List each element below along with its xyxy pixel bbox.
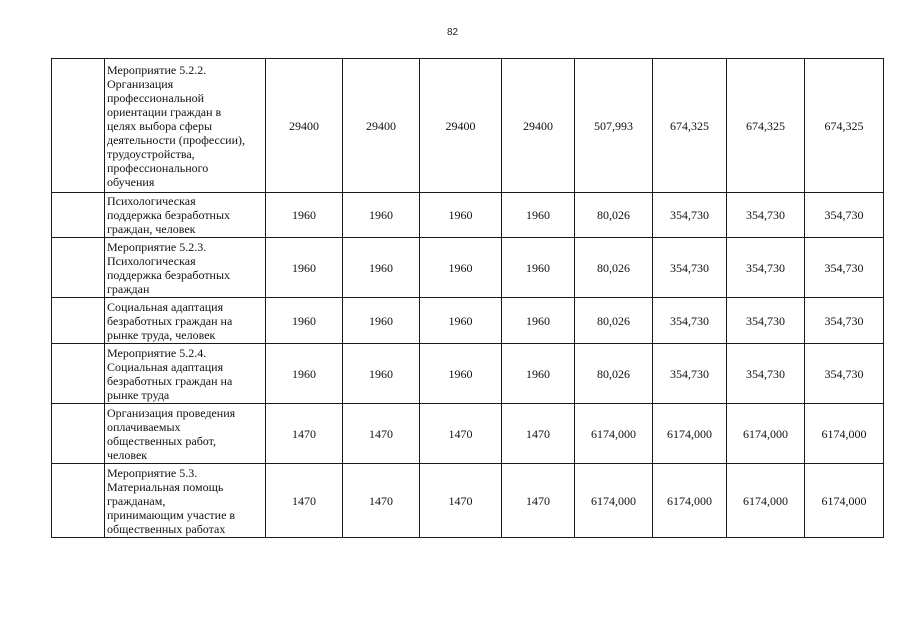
value-cell: 1960 xyxy=(420,344,502,404)
row-index-cell xyxy=(52,464,105,538)
row-label-line: деятельности (профессии), xyxy=(107,132,246,147)
value-cell: 1470 xyxy=(343,464,420,538)
row-label-cell xyxy=(105,59,266,193)
row-label-line: профессионального xyxy=(107,160,209,175)
value-cell: 1960 xyxy=(420,238,502,298)
row-label-line: целях выбора сферы xyxy=(107,118,213,133)
value-cell: 29400 xyxy=(266,59,343,193)
row-index-cell xyxy=(52,404,105,464)
value-cell: 80,026 xyxy=(575,344,653,404)
value-cell: 6174,000 xyxy=(653,464,727,538)
table-row xyxy=(52,464,884,538)
row-label-line: обучения xyxy=(107,174,155,189)
value-cell: 6174,000 xyxy=(805,404,884,464)
row-label-line: граждан xyxy=(107,281,150,296)
table-row xyxy=(52,238,884,298)
row-index-cell xyxy=(52,238,105,298)
value-cell: 1960 xyxy=(343,344,420,404)
value-cell: 1960 xyxy=(502,193,575,238)
row-label-line: безработных граждан на xyxy=(107,373,233,388)
value-cell: 1960 xyxy=(343,298,420,344)
value-cell: 6174,000 xyxy=(575,464,653,538)
value-cell: 1470 xyxy=(502,404,575,464)
value-cell: 1960 xyxy=(502,298,575,344)
value-cell: 29400 xyxy=(502,59,575,193)
value-cell: 1960 xyxy=(266,238,343,298)
value-cell: 1470 xyxy=(420,464,502,538)
value-cell: 354,730 xyxy=(805,298,884,344)
value-cell: 6174,000 xyxy=(805,464,884,538)
table-row xyxy=(52,404,884,464)
table-row xyxy=(52,344,884,404)
row-label-line: человек xyxy=(107,447,148,462)
table-row xyxy=(52,193,884,238)
row-label-line: Организация проведения xyxy=(107,405,236,420)
row-label-line: Психологическая xyxy=(107,253,196,268)
row-label-line: Социальная адаптация xyxy=(107,359,224,374)
row-label-line: Психологическая xyxy=(107,194,196,208)
value-cell: 1960 xyxy=(343,238,420,298)
value-cell: 1470 xyxy=(266,404,343,464)
value-cell: 507,993 xyxy=(575,59,653,193)
row-index-cell xyxy=(52,59,105,193)
value-cell: 354,730 xyxy=(653,193,727,238)
value-cell: 1960 xyxy=(420,298,502,344)
row-label-cell xyxy=(105,238,266,298)
value-cell: 6174,000 xyxy=(575,404,653,464)
value-cell: 354,730 xyxy=(653,238,727,298)
value-cell: 354,730 xyxy=(727,298,805,344)
row-label-cell xyxy=(105,404,266,464)
value-cell: 1960 xyxy=(502,344,575,404)
value-cell: 1470 xyxy=(266,464,343,538)
value-cell: 6174,000 xyxy=(653,404,727,464)
value-cell: 1470 xyxy=(343,404,420,464)
value-cell: 1960 xyxy=(266,344,343,404)
row-label-line: общественных работах xyxy=(107,521,226,536)
value-cell: 1960 xyxy=(502,238,575,298)
row-label-line: граждан, человек xyxy=(107,222,196,236)
value-cell: 354,730 xyxy=(727,344,805,404)
row-label-line: ориентации граждан в xyxy=(107,104,222,119)
value-cell: 674,325 xyxy=(805,59,884,193)
row-label-line: профессиональной xyxy=(107,90,205,105)
table-row xyxy=(52,59,884,193)
row-label-line: Материальная помощь xyxy=(107,479,224,494)
value-cell: 1960 xyxy=(420,193,502,238)
row-label-line: гражданам, xyxy=(107,493,166,508)
row-label-line: рынке труда, человек xyxy=(107,327,216,342)
value-cell: 674,325 xyxy=(727,59,805,193)
value-cell: 29400 xyxy=(343,59,420,193)
value-cell: 80,026 xyxy=(575,193,653,238)
value-cell: 354,730 xyxy=(653,344,727,404)
value-cell: 29400 xyxy=(420,59,502,193)
row-label-line: оплачиваемых xyxy=(107,419,181,434)
value-cell: 1960 xyxy=(266,298,343,344)
value-cell: 1960 xyxy=(266,193,343,238)
row-label-line: Мероприятие 5.3. xyxy=(107,465,198,480)
value-cell: 80,026 xyxy=(575,298,653,344)
row-label-cell xyxy=(105,344,266,404)
page-number: 82 xyxy=(446,27,459,38)
row-index-cell xyxy=(52,193,105,238)
value-cell: 354,730 xyxy=(727,238,805,298)
value-cell: 1470 xyxy=(502,464,575,538)
value-cell: 354,730 xyxy=(805,344,884,404)
value-cell: 6174,000 xyxy=(727,464,805,538)
value-cell: 674,325 xyxy=(653,59,727,193)
table-body xyxy=(52,59,884,538)
row-label-cell xyxy=(105,298,266,344)
row-label-line: Социальная адаптация xyxy=(107,299,224,314)
value-cell: 354,730 xyxy=(727,193,805,238)
row-label-line: поддержка безработных xyxy=(107,267,231,282)
row-label-line: Мероприятие 5.2.2. xyxy=(107,62,207,77)
row-label-line: общественных работ, xyxy=(107,433,216,448)
row-label-line: принимающим участие в xyxy=(107,507,236,522)
value-cell: 1960 xyxy=(343,193,420,238)
value-cell: 354,730 xyxy=(805,193,884,238)
value-cell: 354,730 xyxy=(805,238,884,298)
row-label-cell xyxy=(105,193,266,238)
row-label-line: поддержка безработных xyxy=(107,208,231,222)
row-label-line: Мероприятие 5.2.3. xyxy=(107,239,207,254)
value-cell: 354,730 xyxy=(653,298,727,344)
row-index-cell xyxy=(52,344,105,404)
row-label-line: рынке труда xyxy=(107,387,170,402)
data-table xyxy=(51,58,884,538)
value-cell: 6174,000 xyxy=(727,404,805,464)
row-index-cell xyxy=(52,298,105,344)
row-label-line: трудоустройства, xyxy=(107,146,195,161)
row-label-line: Организация xyxy=(107,76,174,91)
row-label-line: безработных граждан на xyxy=(107,313,233,328)
value-cell: 80,026 xyxy=(575,238,653,298)
row-label-line: Мероприятие 5.2.4. xyxy=(107,345,207,360)
value-cell: 1470 xyxy=(420,404,502,464)
table-row xyxy=(52,298,884,344)
row-label-cell xyxy=(105,464,266,538)
